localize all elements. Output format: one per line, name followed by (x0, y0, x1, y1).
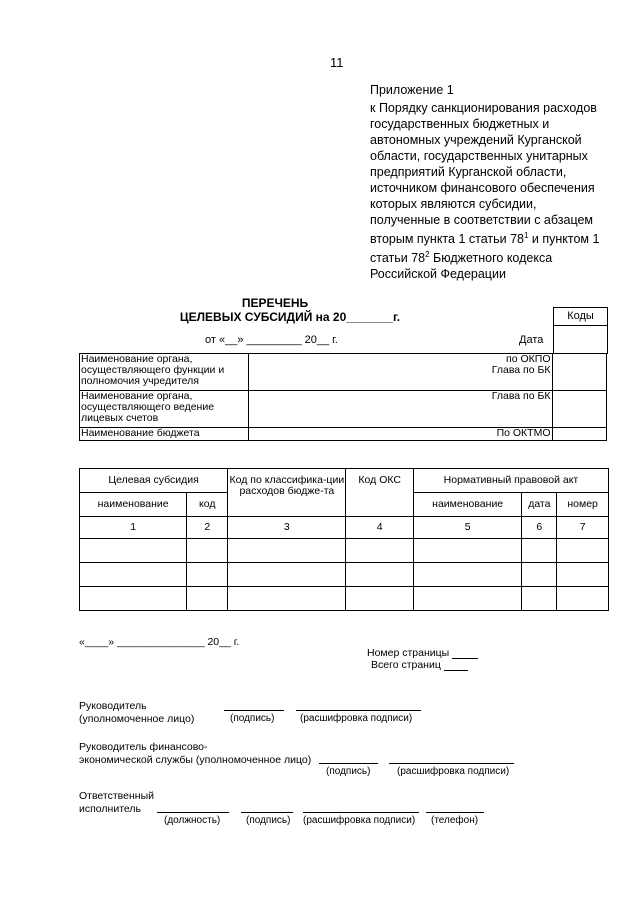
col-oks: Код ОКС (346, 469, 413, 517)
appendix-line: вторым пункта 1 статьи $78^1$ и пунктом 1 (370, 231, 600, 247)
appendix-line: предприятий Курганской области, (370, 165, 567, 179)
page-number-label: Номер страницы (367, 647, 478, 659)
col-act-name: наименование (413, 493, 522, 517)
codes-label-cell (553, 307, 608, 326)
fin-decoding-line (389, 763, 514, 764)
header-info-table (79, 353, 607, 441)
budget-oktmo-label: По ОКТМО (249, 428, 552, 441)
org-founder-code-value (552, 354, 607, 391)
col-act-date: дата (522, 493, 557, 517)
col-number-1: 1 (80, 517, 187, 539)
appendix-line: автономных учреждений Курганской (370, 133, 582, 147)
date-line: от «__» _________ 20__ г. (205, 334, 338, 346)
resp-signature-line (241, 812, 293, 813)
table-row (80, 539, 609, 563)
bottom-date-line: «____» _______________ 20__ г. (79, 636, 240, 648)
org-founder-label: Наименование органа, осуществляющего функции и полномочия учредителя (80, 354, 249, 391)
appendix-line: источником финансового обеспечения (370, 181, 595, 195)
head-signature-line (224, 710, 284, 711)
budget-name-label: Наименование бюджета (80, 428, 249, 441)
col-subsidy-name: наименование (80, 493, 187, 517)
col-group-act: Нормативный правовой акт (413, 469, 608, 493)
fin-signature-caption: (подпись) (326, 766, 371, 777)
page-number: 11 (330, 55, 344, 70)
appendix-line: статьи $78^2$ Бюджетного кодекса (370, 250, 553, 266)
org-accounts-label: Наименование органа, осуществляющего ведение лицевых счетов (80, 391, 249, 428)
col-subsidy-code: код (187, 493, 228, 517)
fin-head-title: Руководитель финансово- (79, 741, 208, 753)
appendix-line: полученные в соответствии с абзацем (370, 213, 594, 227)
heading-line-2: ЦЕЛЕВЫХ СУБСИДИЙ на 20_______г. (179, 310, 401, 324)
col-group-subsidy: Целевая субсидия (80, 469, 228, 493)
resp-title: Ответственный (79, 790, 154, 802)
appendix-line: которых являются субсидии, (370, 197, 537, 211)
appendix-block (370, 82, 620, 282)
col-number-5: 5 (413, 517, 522, 539)
head-decoding-line (296, 710, 421, 711)
resp-position-caption: (должность) (164, 815, 221, 826)
col-number-6: 6 (522, 517, 557, 539)
resp-subtitle: исполнитель (79, 803, 141, 815)
table-row (80, 587, 609, 611)
col-number-2: 2 (187, 517, 228, 539)
fin-decoding-caption: (расшифровка подписи) (397, 766, 510, 777)
fin-head-subtitle: экономической службы (уполномоченное лицо) (79, 754, 312, 766)
date-code-cell (553, 325, 608, 354)
head-title: Руководитель (79, 700, 147, 712)
resp-decoding-line (303, 812, 419, 813)
col-number-7: 7 (557, 517, 609, 539)
appendix-line: области, государственных унитарных (370, 149, 588, 163)
total-pages-label: Всего страниц (371, 659, 468, 671)
appendix-line: Российской Федерации (370, 267, 506, 282)
codes-label: Коды (567, 310, 594, 322)
budget-oktmo-value (552, 428, 607, 441)
appendix-line: к Порядку санкционирования расходов (370, 101, 597, 115)
org-founder-codes: по ОКПО Глава по БК (249, 354, 552, 391)
resp-position-line (157, 812, 229, 813)
org-accounts-codes: Глава по БК (249, 391, 552, 428)
head-signature-caption: (подпись) (230, 713, 275, 724)
col-bk-classification: Код по классифика-ции расходов бюдже-та (228, 469, 346, 517)
resp-signature-caption: (подпись) (246, 815, 291, 826)
col-number-3: 3 (228, 517, 346, 539)
col-number-4: 4 (346, 517, 413, 539)
resp-phone-caption: (телефон) (431, 815, 479, 826)
resp-decoding-caption: (расшифровка подписи) (303, 815, 416, 826)
appendix-line: государственных бюджетных и (370, 117, 550, 131)
table-row (80, 563, 609, 587)
org-accounts-code-value (552, 391, 607, 428)
col-act-number: номер (557, 493, 609, 517)
heading-line-1: ПЕРЕЧЕНЬ (241, 296, 309, 310)
fin-signature-line (319, 763, 378, 764)
subsidies-table (79, 468, 609, 611)
appendix-title: Приложение 1 (370, 83, 454, 97)
head-decoding-caption: (расшифровка подписи) (300, 713, 413, 724)
resp-phone-line (426, 812, 484, 813)
head-subtitle: (уполномоченное лицо) (79, 713, 195, 725)
date-label: Дата (519, 334, 544, 346)
